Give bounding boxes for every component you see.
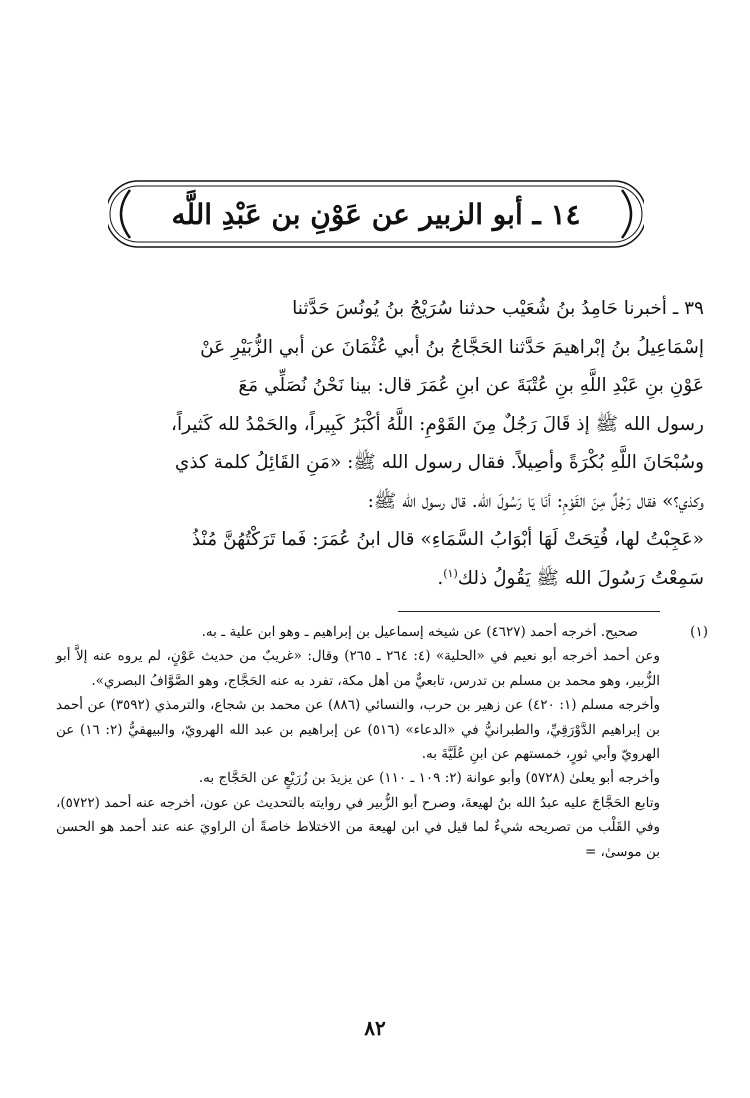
footnote-reference: (١)	[443, 566, 458, 580]
hadith-line: ٣٩ ـ أخبرنا حَامِدُ بنُ شُعَيْب حدثنا سُرَيْجُ بنُ يُونُسَ حَدَّثنا	[292, 298, 704, 319]
hadith-line: سَمِعْتُ رَسُولَ الله ﷺ يَقُولُ ذلك	[457, 567, 704, 589]
hadith-line: «عَجِبْتُ لها، فُتِحَتْ لَهَا أبْوَابُ السَّمَاءِ» قال ابنُ عُمَرَ: فَما تَرَكْتُهُنَّ مُنْذُ	[191, 529, 704, 550]
chapter-banner	[108, 178, 644, 250]
hadith-line: وسُبْحَانَ اللَّهِ بُكْرَةً وأصِيلاً. فقال رسول الله ﷺ: «مَنِ القَائِلُ كلمة كذي	[174, 452, 704, 473]
footnote-divider	[398, 611, 660, 612]
hadith-text	[52, 290, 704, 598]
page-number: ٨٢	[364, 1016, 386, 1040]
footnote-paragraph: وأخرجه أبو يعلىٰ (٥٧٢٨) وأبو عوانة (٢: ١٠٩ ـ ١١٠) عن يزيدَ بن زُرَيْعٍ عن الحَجَّاج به.	[198, 770, 660, 787]
hadith-line: عَوْنِ بنِ عَبْدِ اللَّهِ بنِ عُتْبَةَ عن ابنِ عُمَرَ قال: بينا نَحْنُ نُصَلِّي مَعَ	[238, 375, 704, 396]
hadith-line: إسْمَاعِيلُ بنُ إبْراهيمَ حَدَّثنا الحَجَّاجُ بنُ أبي عُثْمَانَ عن أبي الزُّبَيْرِ عَنْ	[200, 336, 704, 358]
footnote-paragraph: وتابع الحَجَّاجَ عليه عبدُ الله بنُ لهيعةَ، وصرح أبو الزُّبير في روايته بالتحديث عن عون، أخرجه عنه أحمد (٥٧٢٢)، وفي القَلْب من تصريحه شيءٌ لما قيل في ابن لهيعة من الاختلاط خاصةً أن الراويَ عنه عند أحمد هو الحسن بن موسىٰ، =	[56, 794, 660, 860]
chapter-title: ١٤ ـ أبو الزبير عن عَوْنِ بن عَبْدِ اللَّه	[171, 197, 581, 231]
hadith-line: رسول الله ﷺ إذ قَالَ رَجُلٌ مِنَ القَوْمِ: اللَّهُ أكْبَرُ كَبِيراً، والحَمْدُ لله كَثيراً،	[171, 413, 704, 435]
footnote-paragraph: صحيح. أخرجه أحمد (٤٦٢٧) عن شيخه إسماعيل بن إبراهيم ـ وهو ابن علية ـ به.	[201, 624, 638, 640]
footnote-paragraph: وأخرجه مسلم (١: ٤٢٠) عن زهير بن حرب، والنسائي (٨٨٦) عن محمد بن شجاع، والترمذي (٣٥٩٢) عن أحمد بن إبراهيم الدَّوْرَقِيِّ، والطبرانيُّ في «الدعاء» (٥١٦) عن إبراهيم بن عبد الله الهرويّ، والبيهقيُّ (٢: ١٦) عن الهرويّ وأبي ثورٍ، خمستهم عن ابنِ عُلَيَّةَ به.	[56, 697, 661, 763]
hadith-line: وكذي؟» فقال رَجُلٌ مِنَ القَوْمِ: أنَا يَا رَسُولَ الله. قال رسول الله ﷺ:	[367, 490, 704, 512]
hadith-line-last: سَمِعْتُ رَسُولَ الله ﷺ يَقُولُ ذلك$^{(١)}$.	[437, 566, 704, 589]
footnote-paragraph: وعن أحمد أخرجه أبو نعيم في «الحلية» (٤: ٢٦٤ ـ ٢٦٥) وقال: «غريبٌ من حديث عَوْنٍ، لم يروه عنه إلاَّ أبو الزُّبير، وهو محمد بن مسلم بن تدرس، تابعيٌّ من أهل مكة، تفرد به عنه الحَجَّاج، وهو الصَّوَّافُ البصري».	[56, 648, 661, 689]
footnotes	[56, 620, 708, 864]
footnote-number: (١)	[690, 624, 708, 640]
